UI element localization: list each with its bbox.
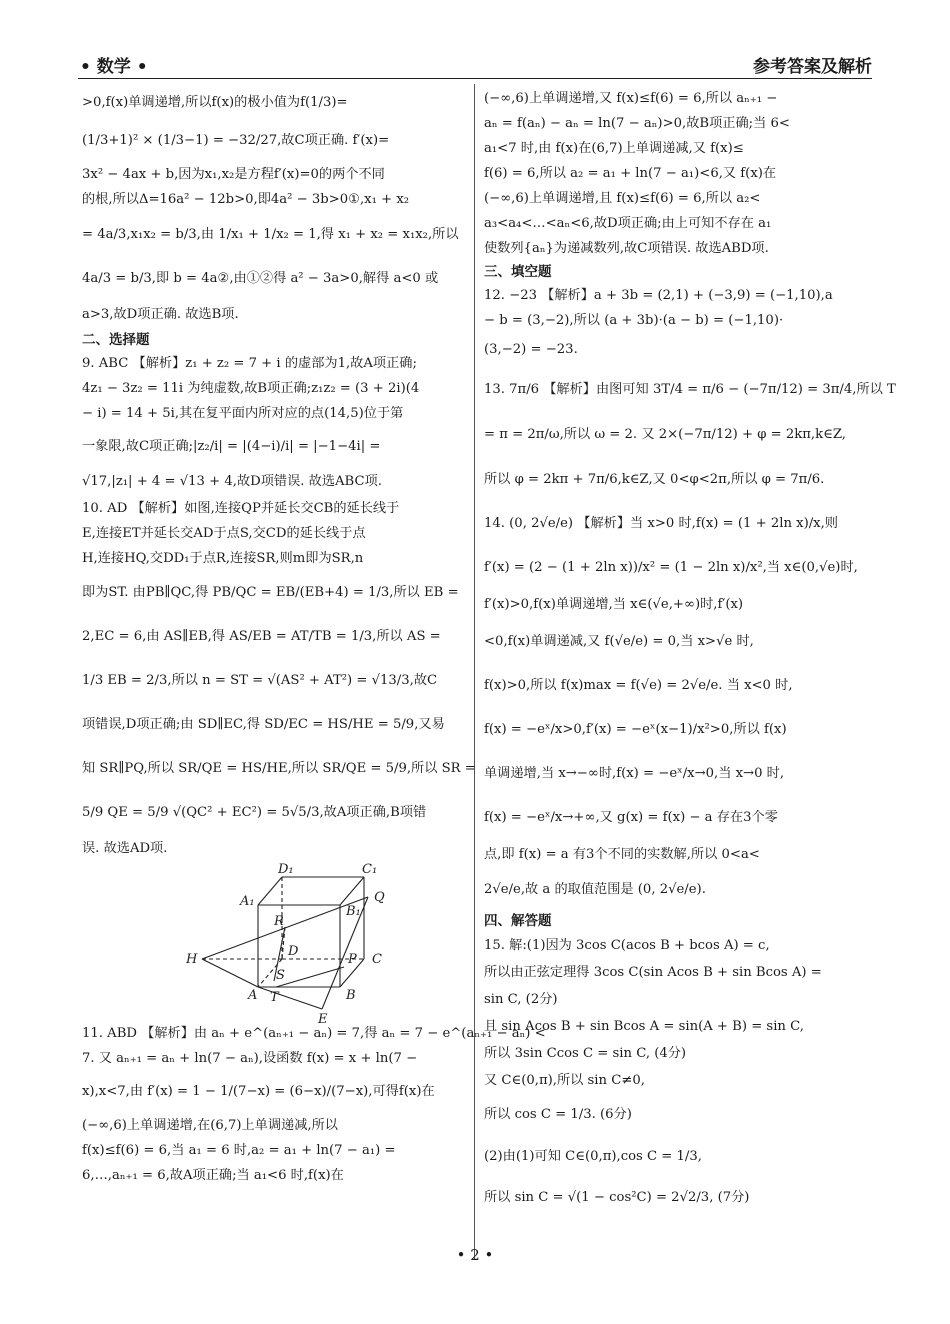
figure-label: A₁ (240, 894, 255, 909)
section-heading: 四、解答题 (484, 913, 552, 929)
text-line: 15. 解:(1)因为 3cos C(acos B + bcos A) = c, (484, 938, 770, 953)
page-title: 参考答案及解析 (753, 57, 872, 77)
text-line: f(x)>0,所以 f(x)max = f(√e) = 2√e/e. 当 x<0 时, (484, 678, 793, 693)
figure-label: Q (374, 890, 385, 905)
text-line: 2,EC = 6,由 AS∥EB,得 AS/EB = AT/TB = 1/3,所以 AS = (82, 629, 441, 644)
text-line: f′(x) = (2 − (1 + 2ln x))/x² = (1 − 2ln x)/x²,当 x∈(0,√e)时, (484, 560, 858, 575)
text-line: 6,…,aₙ₊₁ = 6,故A项正确;当 a₁<6 时,f(x)在 (82, 1168, 344, 1183)
text-line: 且 sin Acos B + sin Bcos A = sin(A + B) = sin C, (484, 1019, 804, 1034)
edge-Q-E (322, 897, 368, 1009)
text-line: 点,即 f(x) = a 有3个不同的实数解,所以 0<a< (484, 847, 760, 862)
figure-label: S (276, 968, 285, 983)
text-line: E,连接ET并延长交AD于点S,交CD的延长线于点 (82, 526, 366, 541)
text-line: 14. (0, 2√e/e) 【解析】当 x>0 时,f(x) = (1 + 2ln x)/x,则 (484, 516, 838, 531)
right-column (484, 86, 896, 1218)
text-line: a₃<a₄<…<aₙ<6,故D项正确;由上可知不存在 a₁ (484, 216, 772, 231)
text-line: 误. 故选AD项. (82, 841, 168, 856)
section-heading: 三、填空题 (484, 264, 552, 280)
figure-label: C (372, 952, 382, 967)
text-line: (1/3+1)² × (1/3−1) = −32/27,故C项正确. f′(x)= (82, 133, 390, 148)
figure-label: P (348, 952, 357, 967)
figure-block (82, 862, 468, 1027)
figure-label: D₁ (278, 862, 294, 877)
text-line: = π = 2π/ω,所以 ω = 2. 又 2×(−7π/12) + φ = 2kπ,k∈Z, (484, 427, 846, 442)
figure-label: C₁ (362, 862, 378, 877)
edge-E-A (258, 987, 322, 1009)
text-line: 的根,所以Δ=16a² − 12b>0,即4a² − 3b>0①,x₁ + x₂ (82, 192, 410, 207)
edge-D1-A1 (258, 877, 282, 905)
figure-label: R (274, 914, 284, 929)
text-line: 单调递增,当 x→−∞时,f(x) = −eˣ/x→0,当 x→0 时, (484, 766, 785, 781)
text-line: aₙ = f(aₙ) − aₙ = ln(7 − aₙ)>0,故B项正确;当 6< (484, 116, 790, 131)
text-line: x),x<7,由 f′(x) = 1 − 1/(7−x) = (6−x)/(7−x),可得f(x)在 (82, 1084, 435, 1099)
text-line: H,连接HQ,交DD₁于点R,连接SR,则m即为SR,n (82, 551, 364, 566)
text-line: 3x² − 4ax + b,因为x₁,x₂是方程f′(x)=0的两个不同 (82, 167, 385, 182)
text-line: (−∞,6)上单调递增,在(6,7)上单调递减,所以 (82, 1118, 338, 1133)
text-line: 2√e/e,故 a 的取值范围是 (0, 2√e/e). (484, 882, 706, 897)
text-line: √17,|z₁| + 4 = √13 + 4,故D项错误. 故选ABC项. (82, 474, 382, 489)
figure-label: A (248, 988, 258, 1003)
edge-T-P (276, 967, 344, 987)
text-line: 1/3 EB = 2/3,所以 n = ST = √(AS² + AT²) = √13/3,故C (82, 673, 438, 688)
text-line: 项错误,D项正确;由 SD∥EC,得 SD/EC = HS/HE = 5/9,又易 (82, 717, 445, 732)
text-line: 使数列{aₙ}为递减数列,故C项错误. 故选ABD项. (484, 241, 769, 256)
text-line: 10. AD 【解析】如图,连接QP并延长交CB的延长线于 (82, 501, 400, 516)
text-line: 所以由正弦定理得 3cos C(sin Acos B + sin Bcos A) = (484, 965, 822, 980)
column-divider (474, 84, 475, 1260)
subject-label: • 数学 • (80, 57, 148, 77)
text-line: 9. ABC 【解析】z₁ + z₂ = 7 + i 的虚部为1,故A项正确; (82, 356, 417, 371)
text-line: f′(x)>0,f(x)单调递增,当 x∈(√e,+∞)时,f′(x) (484, 597, 744, 612)
text-line: (2)由(1)可知 C∈(0,π),cos C = 1/3, (484, 1149, 702, 1164)
text-line: 11. ABD 【解析】由 aₙ + e^(aₙ₊₁ − aₙ) = 7,得 aₙ = 7 − e^(aₙ₊₁ − aₙ) < (82, 1026, 546, 1041)
text-line: − i) = 14 + 5i,其在复平面内所对应的点(14,5)位于第 (82, 406, 404, 421)
text-line: f(x)≤f(6) = 6,当 a₁ = 6 时,a₂ = a₁ + ln(7 − a₁) = (82, 1143, 396, 1158)
page-number: • 2 • (456, 1246, 494, 1264)
cube-figure (82, 862, 468, 1027)
text-line: 12. −23 【解析】a + 3b = (2,1) + (−3,9) = (−1,10),a (484, 288, 833, 303)
text-line: 4a/3 = b/3,即 b = 4a②,由①②得 a² − 3a>0,解得 a<0 或 (82, 271, 439, 286)
text-line: 即为ST. 由PB∥QC,得 PB/QC = EB/(EB+4) = 1/3,所以 EB = (82, 585, 459, 600)
header-rule (78, 78, 872, 79)
text-line: <0,f(x)单调递减,又 f(√e/e) = 0,当 x>√e 时, (484, 634, 754, 649)
text-line: − b = (3,−2),所以 (a + 3b)·(a − b) = (−1,10)· (484, 313, 784, 328)
text-line: 又 C∈(0,π),所以 sin C≠0, (484, 1073, 645, 1088)
section-heading: 二、选择题 (82, 332, 150, 348)
figure-label: B₁ (346, 904, 361, 919)
text-line: = 4a/3,x₁x₂ = b/3,由 1/x₁ + 1/x₂ = 1,得 x₁ + x₂ = x₁x₂,所以 (82, 227, 459, 242)
text-line: f(6) = 6,所以 a₂ = a₁ + ln(7 − a₁)<6,又 f(x)在 (484, 166, 777, 181)
text-line: 13. 7π/6 【解析】由图可知 3T/4 = π/6 − (−7π/12) = 3π/4,所以 T (484, 382, 896, 397)
figure-label: D (288, 944, 299, 959)
text-line: (−∞,6)上单调递增,且 f(x)≤f(6) = 6,所以 a₂< (484, 191, 761, 206)
text-line: 4z₁ − 3z₂ = 11i 为纯虚数,故B项正确;z₁z₂ = (3 + 2i)(4 (82, 381, 420, 396)
text-line: 一象限,故C项正确;|z₂/i| = |(4−i)/i| = |−1−4i| = (82, 439, 381, 454)
figure-label: H (186, 952, 198, 967)
text-line: sin C, (2分) (484, 992, 558, 1007)
text-line: 所以 3sin Ccos C = sin C, (4分) (484, 1046, 687, 1061)
text-line: a₁<7 时,由 f(x)在(6,7)上单调递减,又 f(x)≤ (484, 141, 744, 156)
text-line: >0,f(x)单调递增,所以f(x)的极小值为f(1/3)= (82, 95, 348, 110)
text-line: f(x) = −eˣ/x→+∞,又 g(x) = f(x) − a 存在3个零 (484, 810, 778, 825)
text-line: 知 SR∥PQ,所以 SR/QE = HS/HE,所以 SR/QE = 5/9,所以 SR = (82, 761, 476, 776)
text-line: 7. 又 aₙ₊₁ = aₙ + ln(7 − aₙ),设函数 f(x) = x + ln(7 − (82, 1051, 418, 1066)
text-line: (−∞,6)上单调递增,又 f(x)≤f(6) = 6,所以 aₙ₊₁ − (484, 91, 778, 106)
text-line: 所以 sin C = √(1 − cos²C) = 2√2/3, (7分) (484, 1190, 750, 1205)
figure-label: E (318, 1012, 328, 1027)
text-line: 所以 φ = 2kπ + 7π/6,k∈Z,又 0<φ<2π,所以 φ = 7π/6. (484, 472, 825, 487)
edge-H-A (202, 959, 258, 987)
edge-B1-C1 (340, 877, 364, 905)
text-line: 5/9 QE = 5/9 √(QC² + EC²) = 5√5/3,故A项正确,B项错 (82, 805, 427, 820)
figure-label: B (346, 988, 356, 1003)
text-line: 所以 cos C = 1/3. (6分) (484, 1107, 632, 1122)
figure-label: T (270, 990, 279, 1005)
text-line: f(x) = −eˣ/x>0,f′(x) = −eˣ(x−1)/x²>0,所以 f(x) (484, 722, 787, 737)
text-line: (3,−2) = −23. (484, 342, 578, 357)
text-line: a>3,故D项正确. 故选B项. (82, 307, 239, 322)
